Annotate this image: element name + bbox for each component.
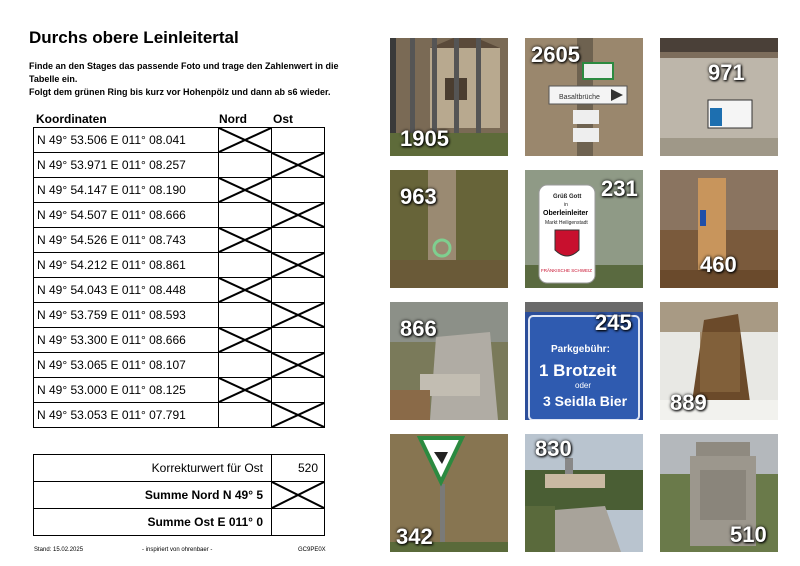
cross-mark: [219, 178, 271, 202]
correction-value: 520: [272, 455, 325, 482]
ost-crossed-cell: [272, 203, 325, 228]
footer-date: Stand: 15.02.2025: [34, 547, 84, 553]
photo-10: [390, 434, 508, 552]
coordinate-row: [34, 128, 325, 153]
cross-mark: [219, 228, 271, 252]
photo-1: [390, 38, 508, 156]
nord-entry-cell: [219, 253, 272, 278]
instruction-line-2: Folgt dem grünen Ring bis kurz vor Hohenpölz und dann ab s6 wieder.: [29, 87, 331, 97]
coordinate-row: [34, 203, 325, 228]
nord-entry-cell: [219, 203, 272, 228]
sum-nord-row: [34, 482, 325, 509]
sign-line-2: in: [564, 202, 568, 208]
cross-mark: [219, 278, 271, 302]
photo-8: [525, 302, 643, 420]
sum-nord-crossed: [272, 482, 325, 509]
cross-mark: [219, 328, 271, 352]
ost-crossed-cell: [272, 353, 325, 378]
ost-crossed-cell: [272, 303, 325, 328]
nord-crossed-cell: [219, 328, 272, 353]
coordinate-row: [34, 353, 325, 378]
photo-10-number: 342: [396, 524, 433, 549]
coordinate-cell: N 49° 53.971 E 011° 08.257: [34, 153, 219, 178]
photo-2-number: 2605: [531, 42, 580, 67]
coordinate-cell: N 49° 54.147 E 011° 08.190: [34, 178, 219, 203]
sign-line-3: Oberleinleiter: [543, 210, 589, 217]
coordinate-cell: N 49° 54.043 E 011° 08.448: [34, 278, 219, 303]
coordinate-row: [34, 303, 325, 328]
sign-line-4: Markt Heiligenstadt: [545, 220, 588, 226]
header-nord: Nord: [219, 112, 247, 126]
footer-credit: - inspiriert von ohrenbaer -: [142, 547, 213, 553]
ost-entry-cell: [272, 278, 325, 303]
ost-crossed-cell: [272, 153, 325, 178]
coordinate-row: [34, 228, 325, 253]
sum-nord-label: Summe Nord N 49° 5: [34, 482, 272, 509]
coordinate-cell: N 49° 53.000 E 011° 08.125: [34, 378, 219, 403]
ost-entry-cell: [272, 128, 325, 153]
coordinate-row: [34, 253, 325, 278]
nord-entry-cell: [219, 403, 272, 428]
ost-entry-cell: [272, 228, 325, 253]
coordinate-row: [34, 153, 325, 178]
parking-sign-line-2: 1 Brotzeit: [539, 361, 617, 380]
nord-entry-cell: [219, 353, 272, 378]
photo-4: [390, 170, 508, 288]
parking-sign-line-4: 3 Seidla Bier: [543, 393, 628, 409]
sum-ost-value: [272, 509, 325, 536]
coordinate-row: [34, 403, 325, 428]
sign-line-5: FRÄNKISCHE SCHWEIZ: [541, 268, 593, 273]
coordinates-table: [33, 127, 325, 428]
coordinate-row: [34, 378, 325, 403]
coordinate-cell: N 49° 54.212 E 011° 08.861: [34, 253, 219, 278]
ost-crossed-cell: [272, 403, 325, 428]
cross-mark: [272, 153, 324, 177]
parking-sign-line-1: Parkgebühr:: [551, 344, 610, 355]
header-coordinates: Koordinaten: [36, 112, 107, 126]
cross-mark: [219, 128, 271, 152]
coordinate-cell: N 49° 54.507 E 011° 08.666: [34, 203, 219, 228]
nord-crossed-cell: [219, 278, 272, 303]
nord-crossed-cell: [219, 378, 272, 403]
svg-text:Basaltbrüche: Basaltbrüche: [559, 94, 600, 101]
coordinate-cell: N 49° 53.506 E 011° 08.041: [34, 128, 219, 153]
cross-mark: [272, 253, 324, 277]
photo-6-number: 460: [700, 252, 737, 277]
footer-code: GC9PE0X: [298, 547, 326, 553]
coordinate-row: [34, 328, 325, 353]
photo-12-number: 510: [730, 522, 767, 547]
ost-entry-cell: [272, 378, 325, 403]
page-title: Durchs obere Leinleitertal: [29, 28, 239, 47]
nord-entry-cell: [219, 303, 272, 328]
sum-ost-row: [34, 509, 325, 536]
photo-9-number: 889: [670, 390, 707, 415]
nord-crossed-cell: [219, 228, 272, 253]
photo-7-number: 866: [400, 316, 437, 341]
summary-table: [33, 454, 325, 536]
photo-7: [390, 302, 508, 420]
photo-11: [525, 434, 643, 552]
coordinate-cell: N 49° 53.300 E 011° 08.666: [34, 328, 219, 353]
photo-8-number: 245: [595, 310, 632, 335]
header-ost: Ost: [273, 112, 294, 126]
cross-mark: [272, 203, 324, 227]
photo-6: [660, 170, 778, 288]
instructions: [29, 60, 359, 99]
ost-entry-cell: [272, 178, 325, 203]
photo-5-number: 231: [601, 176, 638, 201]
ost-entry-cell: [272, 328, 325, 353]
cross-mark: [272, 403, 324, 427]
parking-sign-line-3: oder: [575, 381, 592, 390]
cross-mark: [219, 378, 271, 402]
photo-5: [525, 170, 643, 288]
correction-label: Korrekturwert für Ost: [34, 455, 272, 482]
nord-crossed-cell: [219, 128, 272, 153]
photo-9: [660, 302, 778, 420]
coordinate-cell: N 49° 53.053 E 011° 07.791: [34, 403, 219, 428]
coordinate-row: [34, 278, 325, 303]
coordinate-cell: N 49° 53.759 E 011° 08.593: [34, 303, 219, 328]
photo-3-number: 971: [708, 60, 745, 85]
photo-12: [660, 434, 778, 552]
photo-1-number: 1905: [400, 126, 449, 151]
nord-crossed-cell: [219, 178, 272, 203]
nord-entry-cell: [219, 153, 272, 178]
photo-4-number: 963: [400, 184, 437, 209]
coordinate-row: [34, 178, 325, 203]
photo-2: [525, 38, 643, 156]
instruction-line-1: Finde an den Stages das passende Foto und trage den Zahlenwert in die Tabelle ein.: [29, 61, 339, 84]
sum-ost-label: Summe Ost E 011° 0: [34, 509, 272, 536]
cross-mark: [272, 303, 324, 327]
sign-line-1: Grüß Gott: [553, 194, 582, 200]
photo-11-number: 830: [535, 436, 572, 461]
coordinate-cell: N 49° 54.526 E 011° 08.743: [34, 228, 219, 253]
photo-3: [660, 38, 778, 156]
ost-crossed-cell: [272, 253, 325, 278]
coordinate-cell: N 49° 53.065 E 011° 08.107: [34, 353, 219, 378]
correction-row: [34, 455, 325, 482]
cross-mark: [272, 353, 324, 377]
